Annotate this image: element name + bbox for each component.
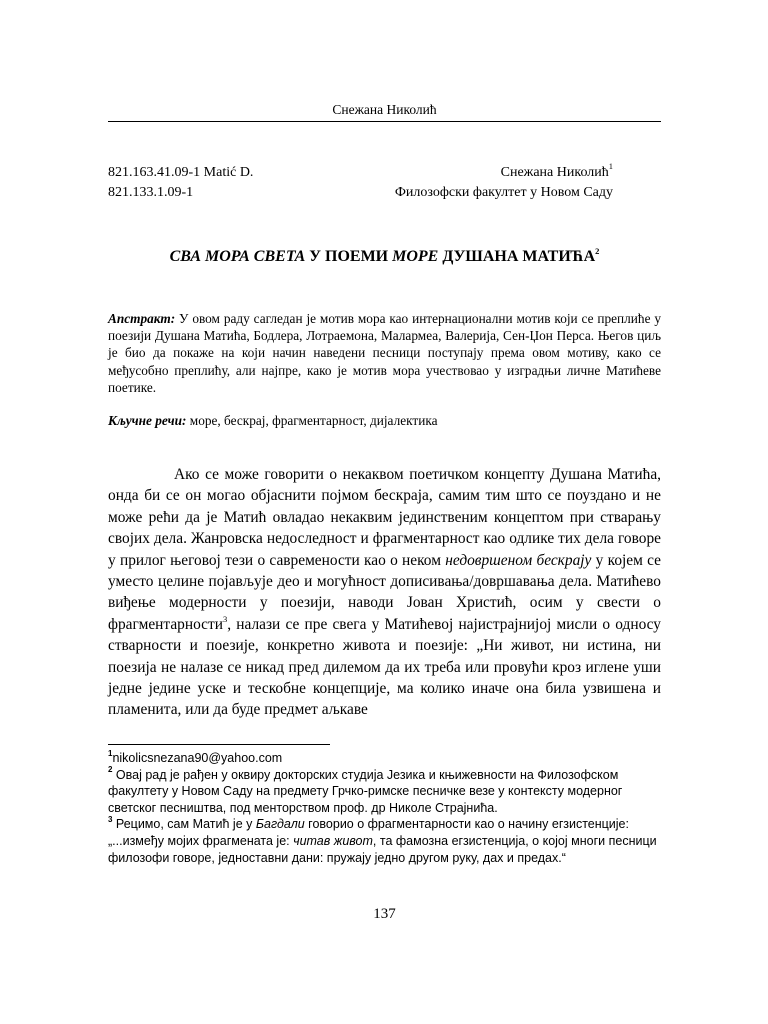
footnote-1-email[interactable]: nikolicsnezana90@yahoo.com [112, 751, 283, 765]
footnote-ref-3[interactable]: 3 [222, 613, 228, 624]
footnote-3 [108, 816, 661, 866]
footnote-2-text: Овај рад је рађен у оквиру докторских студија Језика и књижевности на Филозофском факултету у Новом Саду на предмету Грчко-римске песничке везе у контексту модерног светског песништва, под менторством проф. др Николе Страјнића. [108, 767, 623, 815]
body-paragraph [108, 464, 661, 721]
keywords-text: море, бескрај, фрагментарност, дијалектика [186, 413, 438, 428]
udc-codes [108, 163, 253, 203]
footnote-3-italic-1: Багдали [255, 817, 305, 832]
running-head: Снежана Николић [332, 102, 437, 117]
abstract-label: Апстракт: [108, 311, 176, 326]
footnote-3-text-1: Рецимо, сам Матић је у [112, 817, 256, 832]
title-part-4: ДУШАНА МАТИЋА [438, 248, 596, 265]
author-name: Снежана Николић [500, 165, 609, 180]
title-part-2: У ПОЕМИ [305, 248, 393, 265]
paper-title [108, 246, 661, 268]
footnote-3-text-2: говорио о фрагментарности као о начину егзистенције: „...између мојих фрагмената је: [108, 817, 629, 848]
footnote-ref-1[interactable]: 1 [608, 161, 613, 172]
keywords [108, 412, 661, 430]
author-name-line [395, 163, 613, 183]
udc-code-1: 821.163.41.09-1 Matić D. [108, 165, 254, 180]
footnote-3-italic-2: читав живот [293, 833, 373, 848]
body-segment-2: у којем се уместо целине појављује део и могућност дописивања/довршавања дела. Матићево виђење модерности у поезији, наводи Јован Христић, осим у свести о фрагментарности [108, 551, 661, 633]
title-part-1: СВА МОРА СВЕТА [169, 248, 306, 265]
abstract [108, 310, 661, 396]
footnote-1-marker: 1 [108, 748, 113, 758]
keywords-label: Кључне речи: [108, 413, 187, 428]
title-part-3: МОРЕ [392, 248, 439, 265]
footnote-3-text-3: , та фамозна егзистенција, о којој многи песници филозофи говоре, једноставни дани: пружају једно другом руку, дах и предах.“ [108, 833, 657, 865]
body-segment-1: Ако се може говорити о некаквом поетичком концепту Душана Матића, онда би се он могао објаснити појмом бескраја, самим тим што се поуздано и не може рећи да је Матић овладао некаквим јединственим концептом при стварању својих дела. Жанровска недоследност и фрагментарност као одлике тих дела говоре у прилог његовој тези о савремености као о неком [108, 466, 661, 569]
author-block [395, 163, 613, 203]
footnote-2-marker: 2 [108, 765, 113, 775]
footnote-3-marker: 3 [108, 815, 113, 825]
footnote-1 [108, 750, 661, 767]
udc-code-2: 821.133.1.09-1 [108, 185, 194, 200]
header-rule [108, 121, 661, 122]
footnote-2 [108, 767, 661, 817]
body-segment-3: , налази се пре свега у Матићевој најистрајнијој мисли о односу стварности и поезије, конкретно живота и поезије: „Ни живот, ни истина, ни поезија не налазе се никад пред дилемом да их треба или провући кроз иглене уши једне једине уске и тескобне концепције, ма колико иначе она била узвишена и пламенита, или да буде предмет аљкаве [108, 615, 661, 719]
abstract-text: У овом раду сагледан је мотив мора као интернационални мотив који се преплиће у поезији Душана Матића, Бодлера, Лотраемона, Малармеа, Валерија, Сен-Џон Перса. Његов циљ је био да покаже на који начин наведени песници поступају према овом мотиву, како се међусобно преплићу, али најпре, како је мотив мора учествовао у изградњи личне Матићеве поетике. [108, 311, 661, 395]
footnote-ref-2[interactable]: 2 [595, 245, 600, 256]
page-number: 137 [373, 906, 396, 922]
body-text [108, 464, 661, 721]
footnotes [108, 750, 661, 866]
body-italic-phrase: недовршеном бескрају [445, 551, 592, 569]
author-affiliation: Филозофски факултет у Новом Саду [394, 185, 613, 200]
footnote-rule [108, 744, 330, 745]
